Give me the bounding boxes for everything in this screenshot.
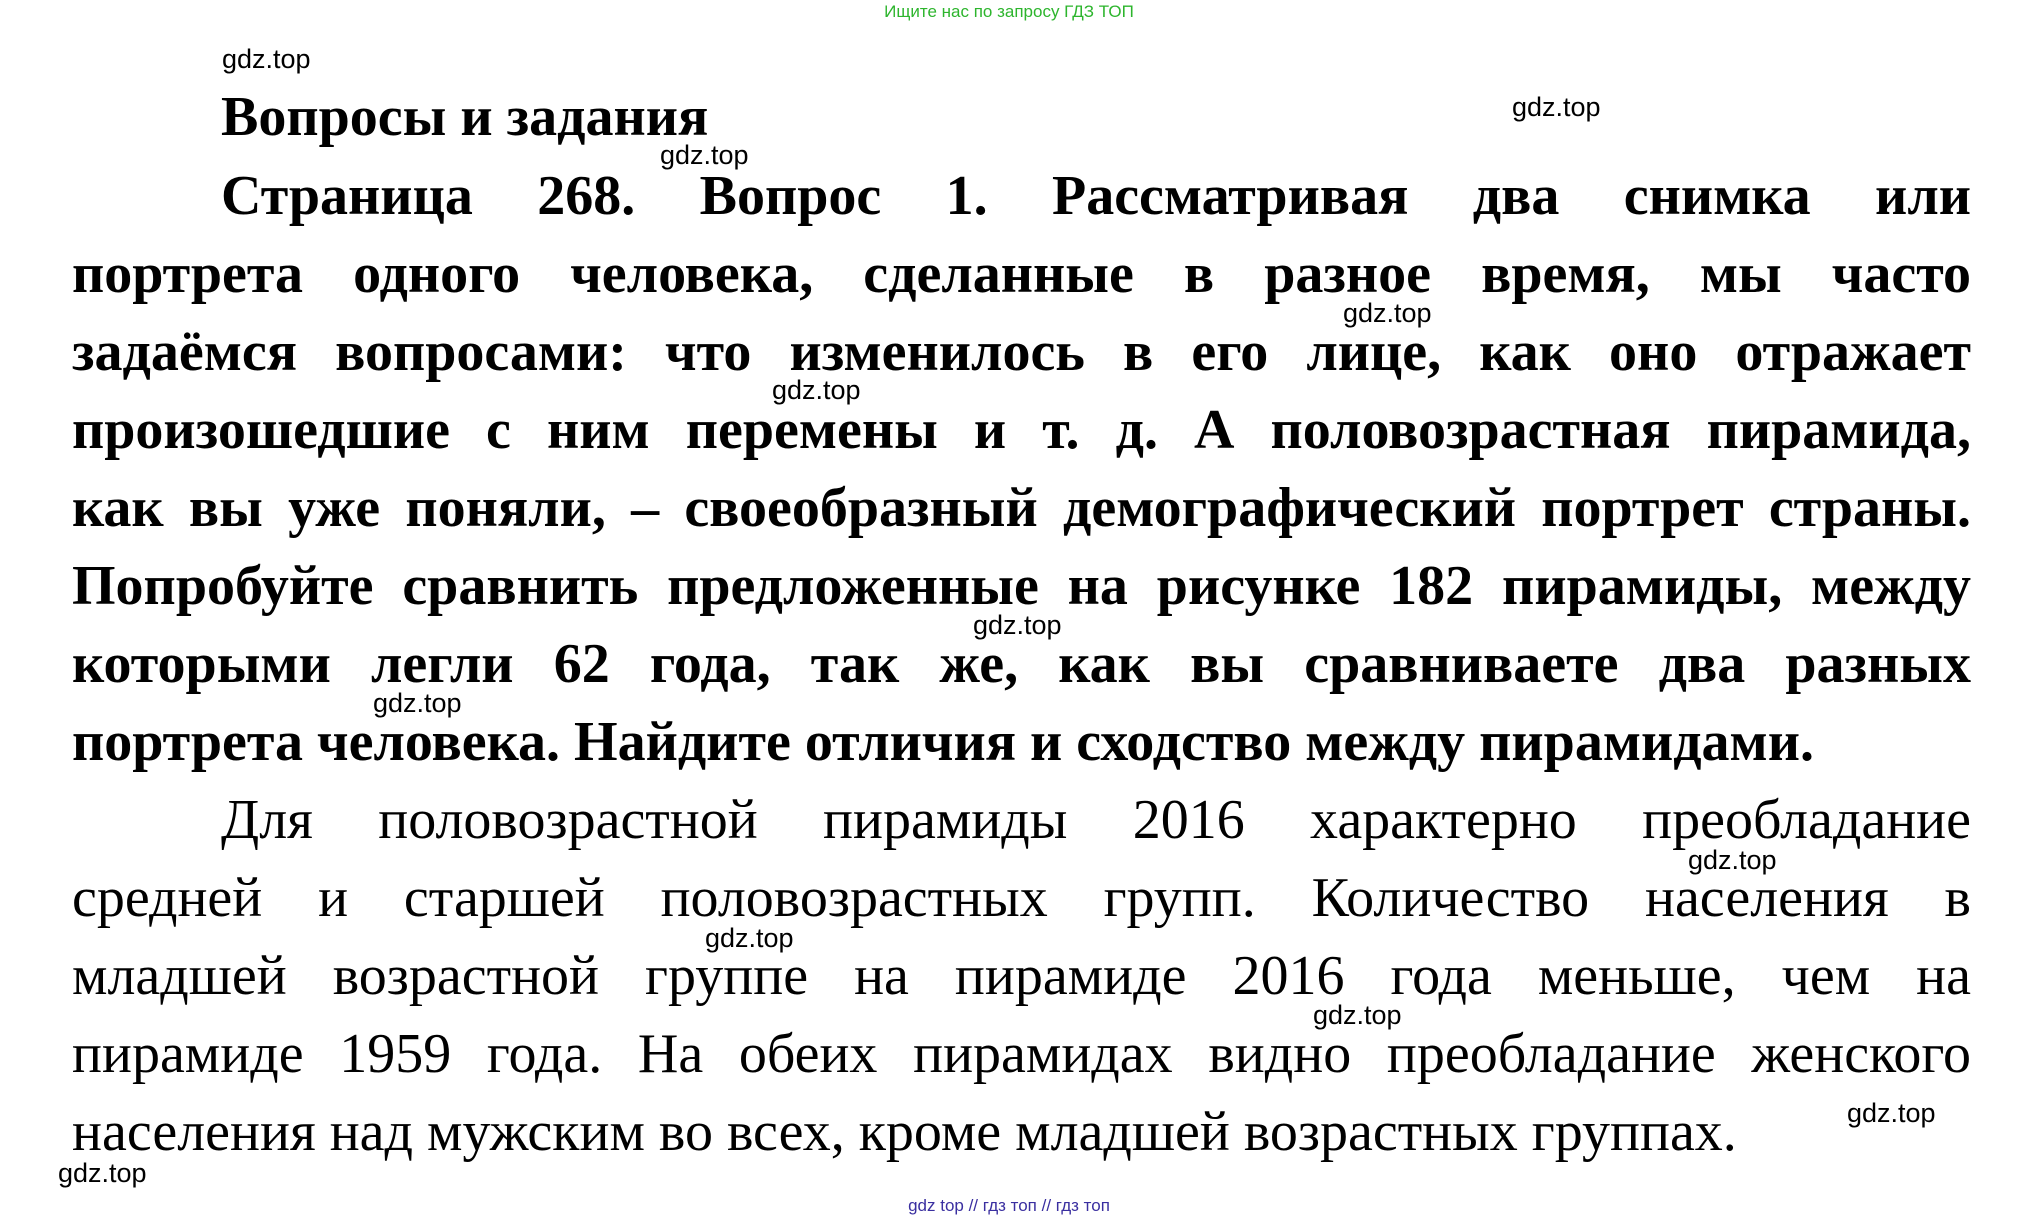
- watermark: gdz.top: [373, 688, 462, 718]
- watermark: gdz.top: [1512, 92, 1601, 122]
- watermark: gdz.top: [660, 140, 749, 170]
- answer-line: пирамиде 1959 года. На обеих пирамидах видно преобладание женского: [72, 1023, 1971, 1085]
- answer-line: населения над мужским во всех, кроме младшей возрастных группах.: [72, 1101, 1737, 1163]
- watermark: gdz.top: [1313, 1000, 1402, 1030]
- answer-line: младшей возрастной группе на пирамиде 2016 года меньше, чем на: [72, 945, 1971, 1007]
- question-line: Страница 268. Вопрос 1. Рассматривая два снимка или: [221, 165, 1971, 227]
- question-line: портрета человека. Найдите отличия и сходство между пирамидами.: [72, 711, 1814, 773]
- question-line: портрета одного человека, сделанные в разное время, мы часто: [72, 243, 1971, 305]
- watermark: gdz.top: [1847, 1098, 1936, 1128]
- answer-line: средней и старшей половозрастных групп. Количество населения в: [72, 867, 1971, 929]
- answer-line: Для половозрастной пирамиды 2016 характерно преобладание: [221, 789, 1971, 851]
- watermark: gdz.top: [772, 375, 861, 405]
- watermark: gdz.top: [1343, 298, 1432, 328]
- section-heading: Вопросы и задания: [221, 86, 709, 148]
- question-line: как вы уже поняли, – своеобразный демографический портрет страны.: [72, 477, 1971, 539]
- watermark: gdz.top: [58, 1158, 147, 1188]
- watermark: gdz.top: [1688, 845, 1777, 875]
- watermark: gdz.top: [973, 610, 1062, 640]
- watermark: gdz.top: [705, 923, 794, 953]
- question-line: задаёмся вопросами: что изменилось в его лице, как оно отражает: [72, 321, 1971, 383]
- question-line: Попробуйте сравнить предложенные на рисунке 182 пирамиды, между: [72, 555, 1971, 617]
- top-banner[interactable]: Ищите нас по запросу ГДЗ ТОП: [884, 2, 1134, 21]
- question-line: произошедшие с ним перемены и т. д. А половозрастная пирамида,: [72, 399, 1971, 461]
- footer-links[interactable]: gdz top // гдз топ // гдз топ: [908, 1196, 1110, 1215]
- watermark: gdz.top: [222, 44, 311, 74]
- question-line: которыми легли 62 года, так же, как вы сравниваете два разных: [72, 633, 1971, 695]
